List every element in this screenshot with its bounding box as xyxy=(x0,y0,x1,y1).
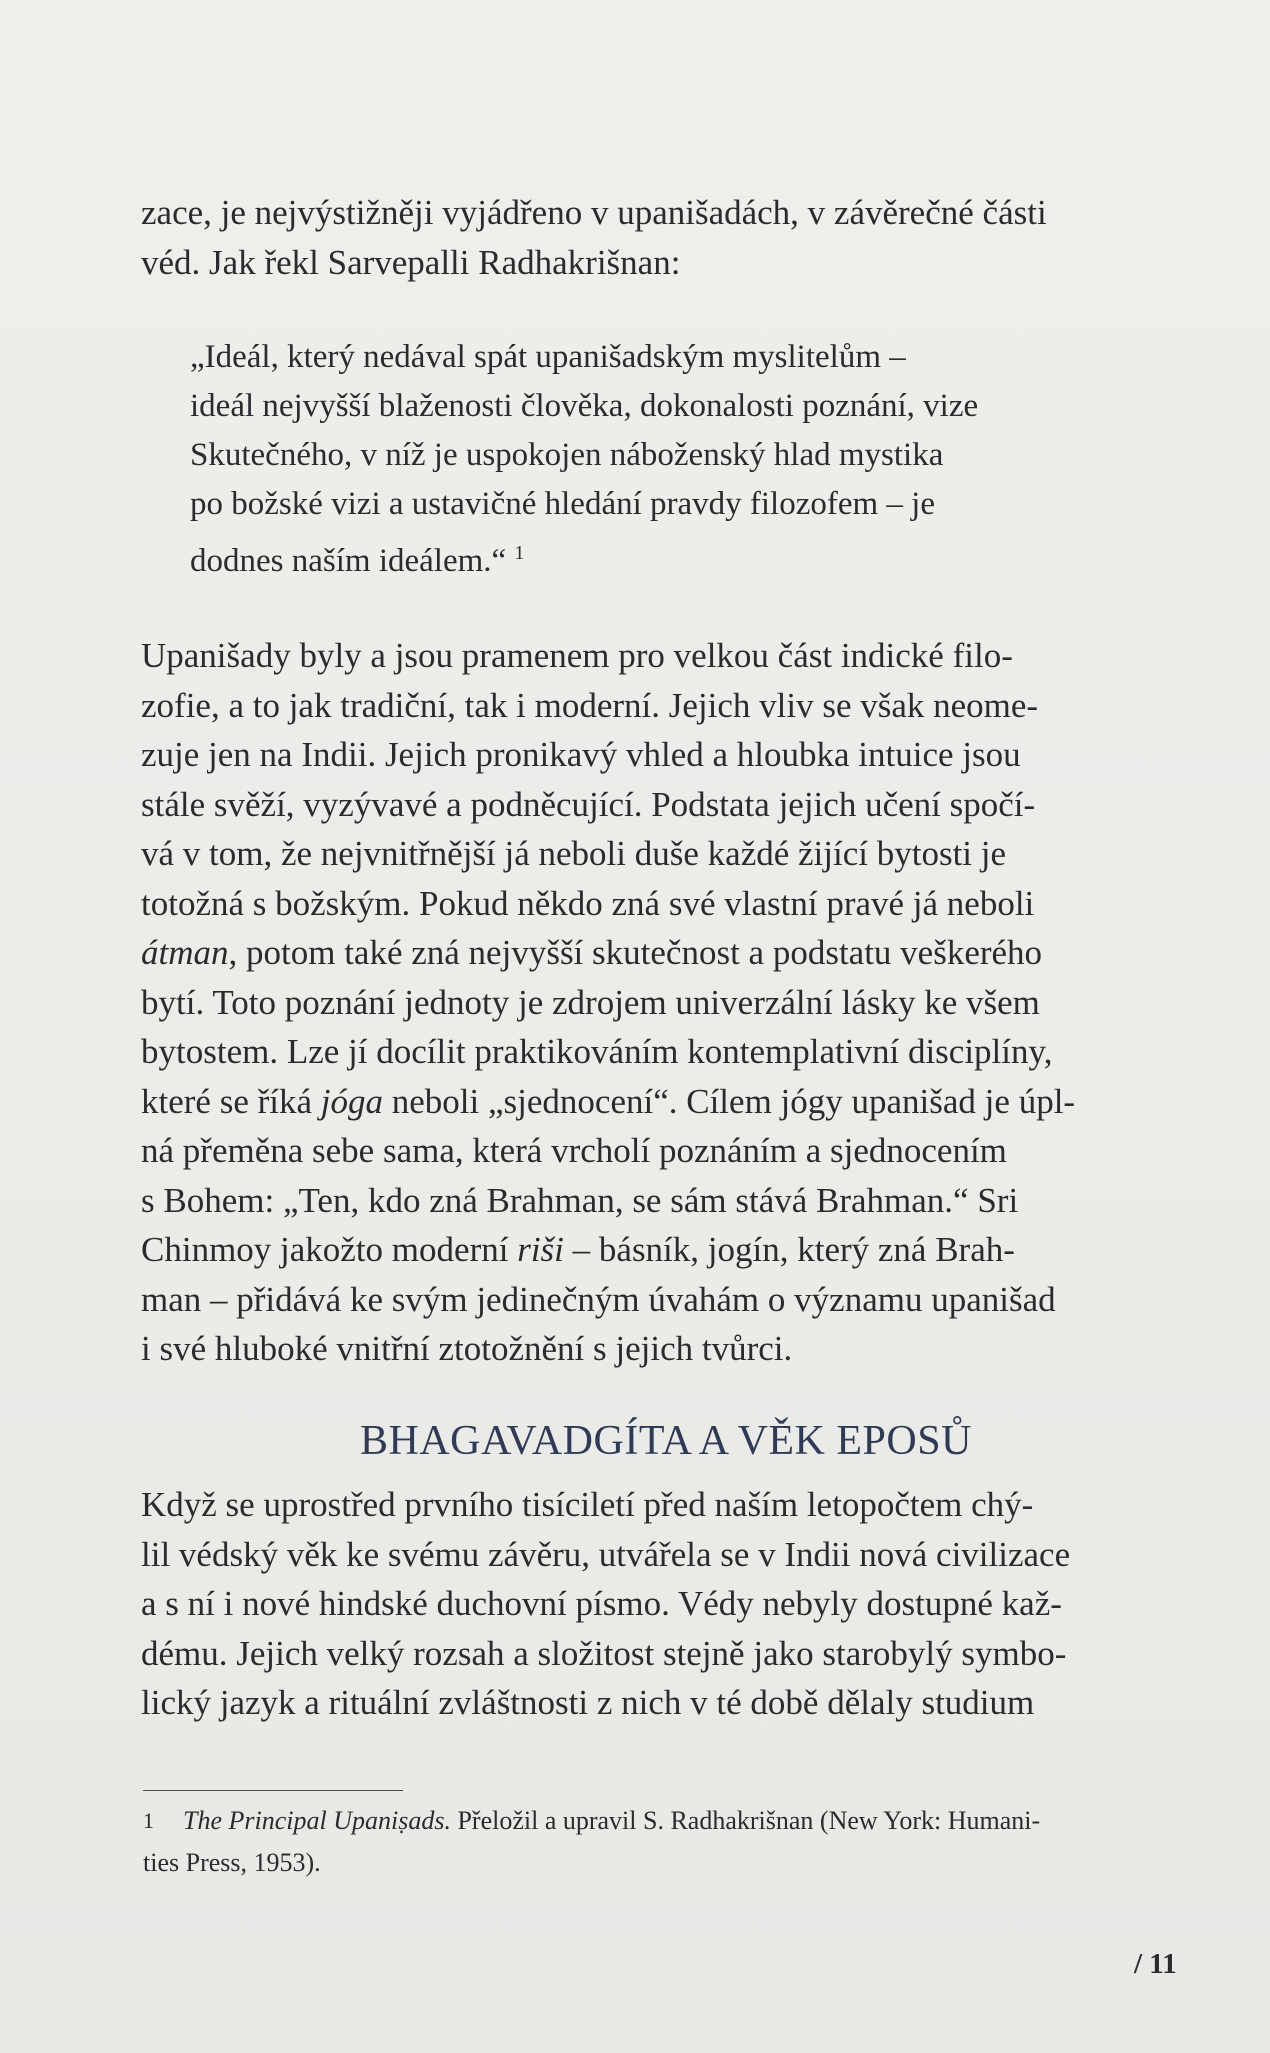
term-risi: riši xyxy=(517,1230,564,1269)
text-line xyxy=(141,928,1131,978)
text-line: bytostem. Lze jí docílit praktikováním kontemplativní disciplíny, xyxy=(141,1032,1053,1071)
text-line: bytí. Toto poznání jednoty je zdrojem univerzální lásky ke všem xyxy=(141,982,1040,1022)
quote-last-text: dodnes naším ideálem.“ xyxy=(190,543,507,579)
footnote xyxy=(143,1800,1133,1884)
text-line: stále svěží, vyzývavé a podněcující. Podstata jejich učení spočí- xyxy=(141,784,1036,824)
footnote-reference[interactable]: 1 xyxy=(514,542,525,564)
text-span: které se říká xyxy=(141,1081,321,1121)
text-line: zace, je nejvýstižněji vyjádřeno v upanišadách, v závěrečné části xyxy=(141,193,1047,232)
text-line: i své hluboké vnitřní ztotožnění s jejich tvůrci. xyxy=(141,1329,793,1368)
footnote-text: Přeložil a upravil S. Radhakrišnan (New York: Humani- xyxy=(450,1806,1041,1835)
text-line: s Bohem: „Ten, kdo zná Brahman, se sám stává Brahman.“ Sri xyxy=(141,1180,1019,1220)
quote-line: Skutečného, v níž je uspokojen náboženský hlad mystika xyxy=(190,437,944,473)
text-line: a s ní i nové hindské duchovní písmo. Védy nebyly dostupné kaž- xyxy=(141,1584,1062,1623)
footnote-line xyxy=(143,1800,1133,1842)
quote-line: po božské vizi a ustavičné hledání pravdy filozofem – je xyxy=(190,486,935,522)
page-number: / 11 xyxy=(1134,1948,1177,1980)
text-line: lil védský věk ke svému závěru, utvářela se v Indii nová civilizace xyxy=(141,1534,1071,1574)
quote-line xyxy=(190,529,1090,586)
paragraph-bhagavadgita xyxy=(141,1480,1131,1728)
text-line: zofie, a to jak tradiční, tak i moderní. Jejich vliv se však neome- xyxy=(141,685,1039,725)
text-line: Když se uprostřed prvního tisíciletí před naším letopočtem chý- xyxy=(141,1485,1034,1524)
quote-line: ideál nejvyšší blaženosti člověka, dokonalosti poznání, vize xyxy=(190,388,979,424)
text-line: lický jazyk a rituální zvláštnosti z nich v té době dělaly studium xyxy=(141,1683,1035,1722)
text-line: vá v tom, že nejvnitřnější já neboli duše každé žijící bytosti je xyxy=(141,834,1007,873)
footnote-line: ties Press, 1953). xyxy=(143,1848,321,1877)
quote-line: „Ideál, který nedával spát upanišadským myslitelům – xyxy=(190,339,906,375)
paragraph-upanishads xyxy=(141,631,1131,1374)
text-line xyxy=(141,1225,1131,1275)
text-span: neboli „sjednocení“. Cílem jógy upanišad je úpl- xyxy=(383,1081,1076,1121)
term-atman: átman xyxy=(141,933,229,972)
term-joga: jóga xyxy=(320,1081,384,1121)
text-line: man – přidává ke svým jedinečným úvahám o významu upanišad xyxy=(141,1279,1056,1319)
footnote-mark: 1 xyxy=(143,1808,154,1833)
paragraph-intro xyxy=(141,188,1131,287)
text-span: , potom také zná nejvyšší skutečnost a podstatu veškerého xyxy=(228,933,1043,972)
block-quote xyxy=(190,333,1090,586)
text-span: – básník, jogín, který zná Brah- xyxy=(563,1230,1015,1269)
footnote-title: The Principal Upaniṣads. xyxy=(183,1806,451,1835)
section-heading: BHAGAVADGÍTA A VĚK EPOSŮ xyxy=(360,1418,972,1464)
text-span: Chinmoy jakožto moderní xyxy=(141,1230,518,1269)
text-line: zuje jen na Indii. Jejich pronikavý vhled a hloubka intuice jsou xyxy=(141,735,1021,774)
footnote-divider xyxy=(143,1790,403,1791)
text-line: totožná s božským. Pokud někdo zná své vlastní pravé já neboli xyxy=(141,883,1035,923)
text-line: Upanišady byly a jsou pramenem pro velkou část indické filo- xyxy=(141,636,1013,675)
text-line: dému. Jejich velký rozsah a složitost stejně jako starobylý symbo- xyxy=(141,1633,1067,1673)
text-line: ná přeměna sebe sama, která vrcholí poznáním a sjednocením xyxy=(141,1131,1007,1170)
text-line: véd. Jak řekl Sarvepalli Radhakrišnan: xyxy=(141,242,681,282)
text-line xyxy=(141,1077,1131,1127)
